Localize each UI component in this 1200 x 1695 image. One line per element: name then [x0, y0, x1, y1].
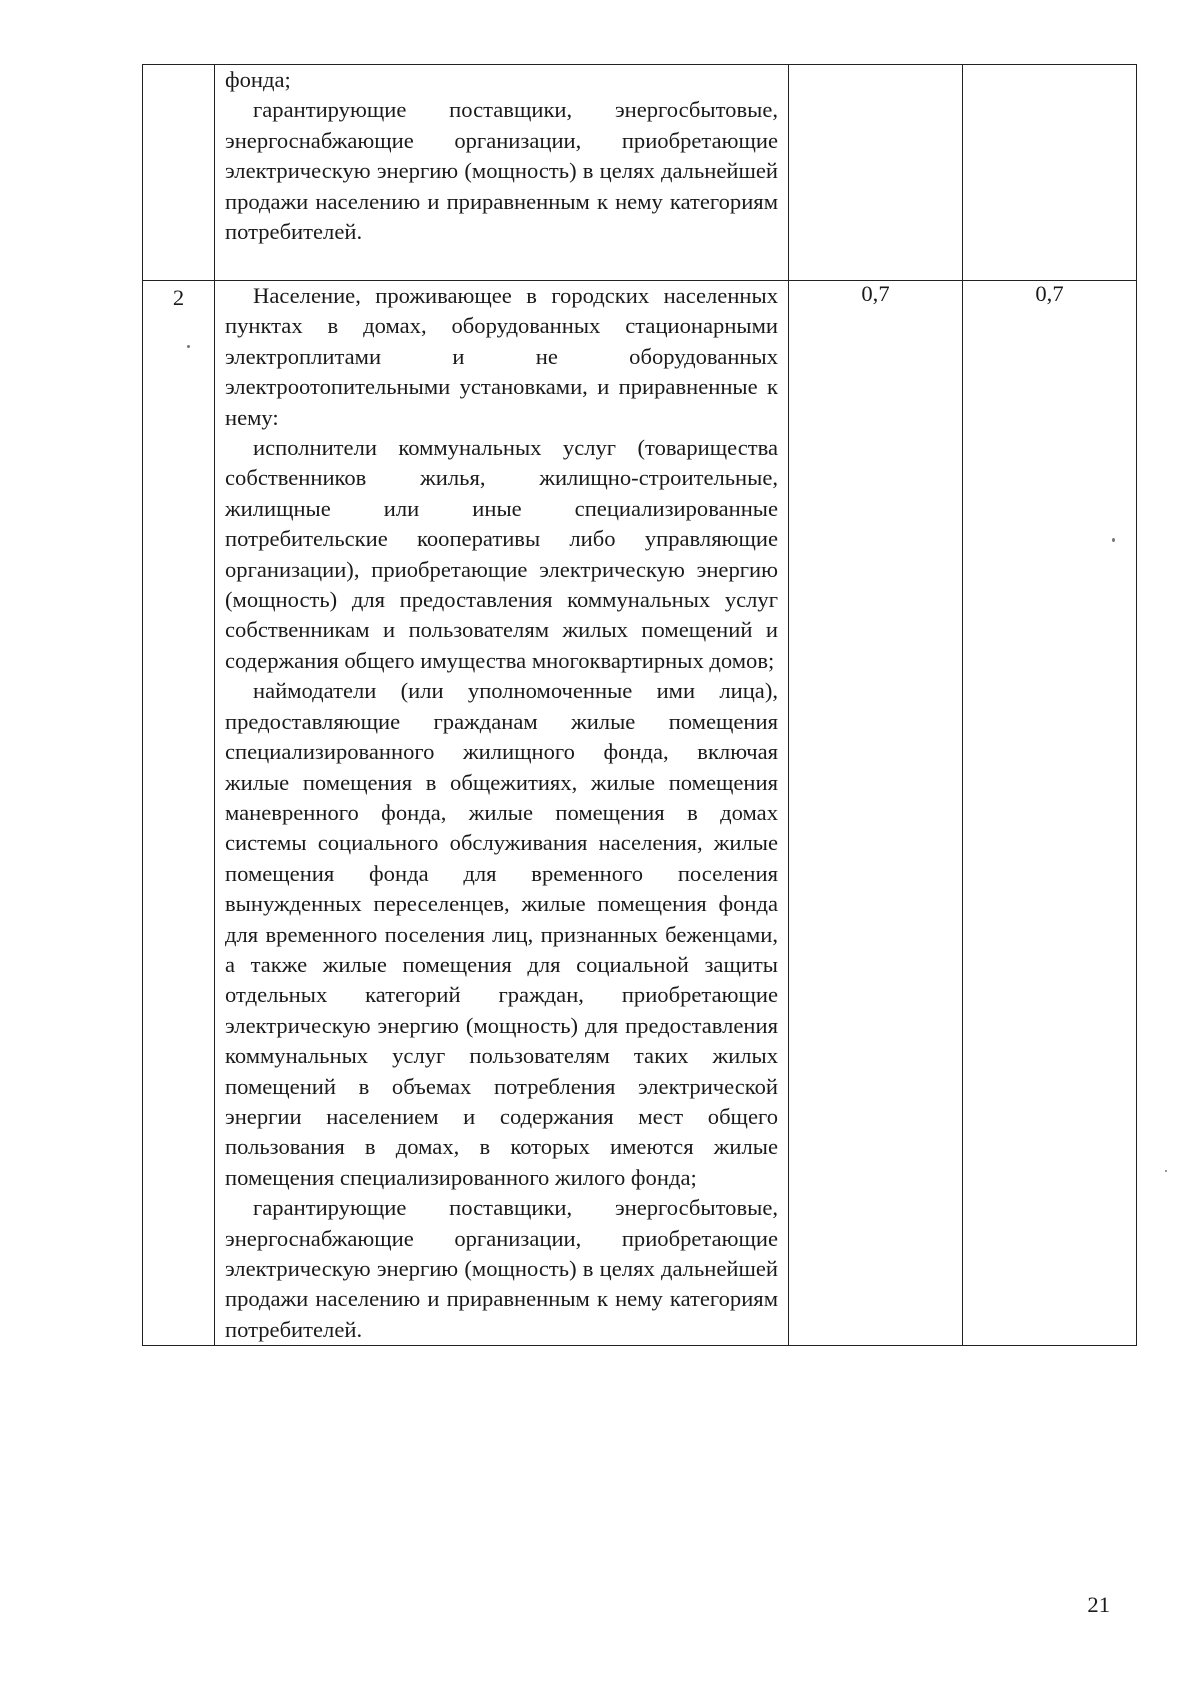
value-cell-2 [963, 281, 1137, 1346]
tariff-table [142, 64, 1137, 1346]
scan-speck [1165, 1170, 1167, 1172]
description-paragraph: гарантирующие поставщики, энергосбытовые, энергоснабжающие организации, приобретающие электрическую энергию (мощность) в целях дальнейшей продажи населению и приравненным к нему категориям потребителей. [225, 97, 778, 245]
row-description [215, 65, 788, 247]
description-paragraph: исполнители коммунальных услуг (товарищества собственников жилья, жилищно-строительные, жилищные или иные специализированные потребительские кооперативы либо управляющие организации), приобретающие электрическую энергию (мощность) для предоставления коммунальных услуг собственникам и пользователям жилых помещений и содержания общего имущества многоквартирных домов; [225, 435, 778, 673]
description-paragraph: гарантирующие поставщики, энергосбытовые, энергоснабжающие организации, приобретающие электрическую энергию (мощность) в целях дальнейшей продажи населению и приравненным к нему категориям потребителей. [225, 1195, 778, 1342]
row-number-cell [143, 281, 215, 1346]
row-number-cell [143, 65, 215, 281]
table-row [143, 281, 1137, 1346]
value-cell-1 [789, 65, 963, 281]
coefficient-value: 0,7 [1035, 281, 1064, 306]
page-number: 21 [1087, 1592, 1110, 1617]
description-cell [215, 281, 789, 1346]
row-description [215, 281, 788, 1345]
coefficient-value: 0,7 [861, 281, 890, 306]
description-cell [215, 65, 789, 281]
row-number [143, 65, 214, 67]
scan-speck [187, 345, 190, 348]
scan-speck [1112, 538, 1115, 542]
value-cell-1 [789, 281, 963, 1346]
description-paragraph: наймодатели (или уполномоченные ими лица), предоставляющие гражданам жилые помещения специализированного жилищного фонда, включая жилые помещения в общежитиях, жилые помещения маневренного фонда, жилые помещения в домах системы социального обслуживания населения, жилые помещения фонда для временного поселения вынужденных переселенцев, жилые помещения фонда для временного поселения лиц, признанных беженцами, а также жилые помещения для социальной защиты отдельных категорий граждан, приобретающие электрическую энергию (мощность) для предоставления коммунальных услуг пользователям таких жилых помещений в объемах потребления электрической энергии населением и содержания мест общего пользования в домах, в которых имеются жилые помещения специализированного жилого фонда; [225, 678, 778, 1190]
value-cell-2 [963, 65, 1137, 281]
row-number: 2 [172, 285, 185, 310]
table-row [143, 65, 1137, 281]
description-paragraph: фонда; [225, 67, 291, 92]
description-paragraph: Население, проживающее в городских населенных пунктах в домах, оборудованных стационарными электроплитами и не оборудованных электроотопительными установками, и приравненные к нему: [225, 283, 778, 430]
